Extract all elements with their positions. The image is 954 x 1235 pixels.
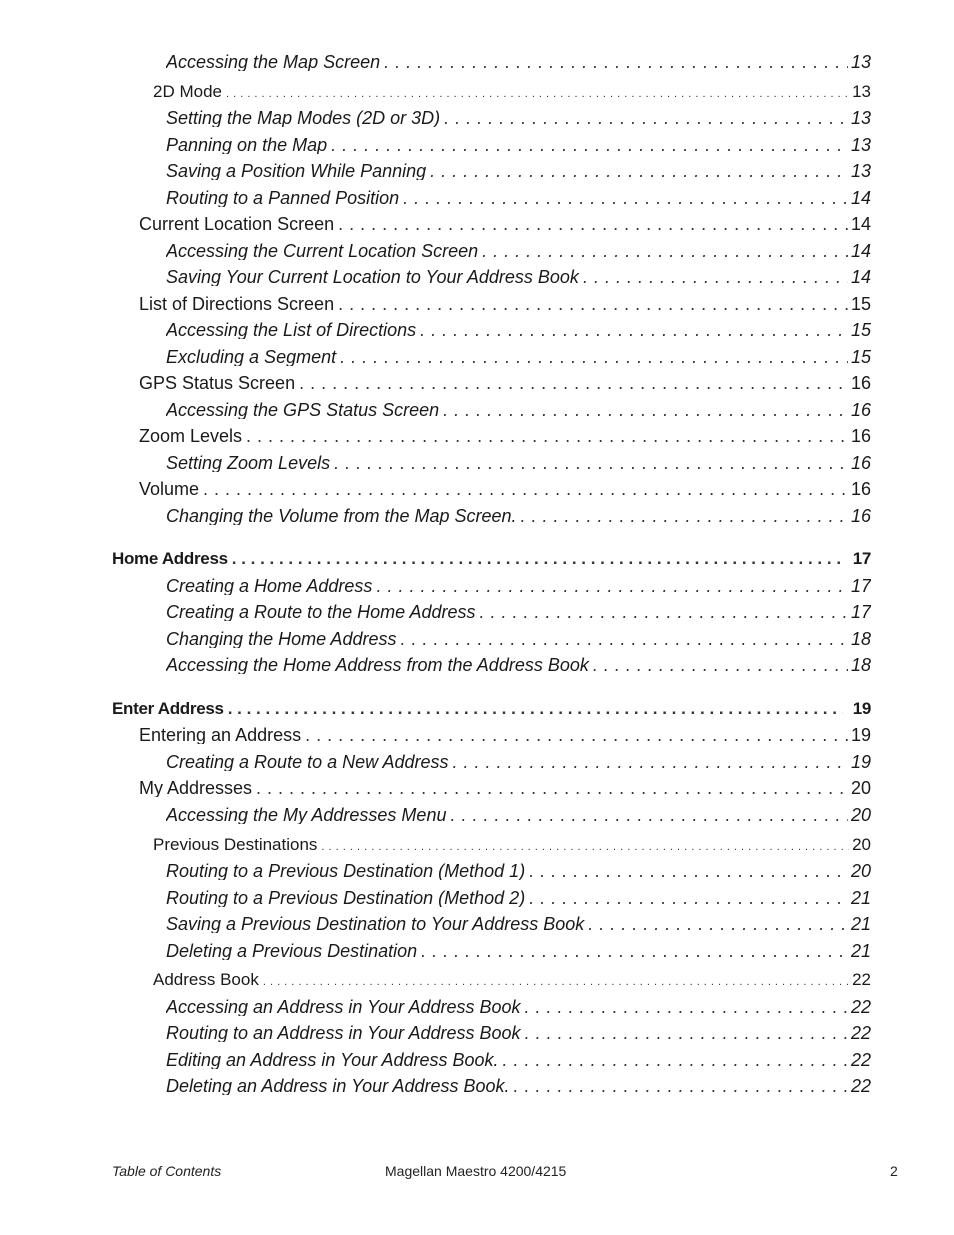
toc-entry-page: 13 — [850, 136, 871, 154]
toc-entry-page: 22 — [850, 998, 871, 1016]
dot-leader — [482, 242, 848, 260]
toc-entry-page: 20 — [852, 836, 871, 853]
toc-entry[interactable] — [166, 862, 871, 880]
toc-entry[interactable] — [166, 401, 871, 419]
toc-entry-label: Accessing the Map Screen — [166, 53, 381, 71]
dot-leader — [338, 295, 848, 313]
toc-entry[interactable] — [139, 215, 871, 233]
toc-entry-page: 16 — [850, 374, 871, 392]
toc-entry-page: 18 — [850, 656, 871, 674]
toc-entry-page: 20 — [850, 862, 871, 880]
toc-entry-page: 15 — [850, 321, 871, 339]
toc-entry-page: 19 — [852, 700, 871, 717]
toc-entry-label: Deleting a Previous Destination — [166, 942, 418, 960]
toc-entry-page: 22 — [850, 1024, 871, 1042]
toc-entry-page: 16 — [850, 480, 871, 498]
toc-entry-label: Address Book — [153, 971, 259, 988]
toc-entry-page: 16 — [850, 454, 871, 472]
toc-entry[interactable] — [139, 427, 871, 445]
toc-entry-page: 16 — [850, 507, 871, 525]
toc-entry[interactable] — [139, 295, 871, 313]
dot-leader — [321, 842, 849, 853]
dot-leader — [421, 942, 848, 960]
toc-entry-page: 21 — [850, 942, 871, 960]
toc-entry[interactable] — [166, 162, 871, 180]
toc-entry-label: Changing the Volume from the Map Screen. — [166, 507, 517, 525]
toc-entry[interactable] — [166, 1051, 871, 1069]
toc-entry[interactable] — [166, 1077, 871, 1095]
toc-entry[interactable] — [166, 806, 871, 824]
toc-entry-label: Current Location Screen — [139, 215, 335, 233]
dot-leader — [529, 889, 848, 907]
toc-entry-label: Creating a Route to a New Address — [166, 753, 449, 771]
toc-entry[interactable] — [166, 507, 871, 525]
toc-entry[interactable] — [139, 726, 871, 744]
toc-entry-page: 14 — [850, 215, 871, 233]
toc-entry[interactable] — [166, 1024, 871, 1042]
toc-entry-label: Panning on the Map — [166, 136, 328, 154]
dot-leader — [305, 726, 848, 744]
toc-entry[interactable] — [166, 630, 871, 648]
toc-entry-label: Previous Destinations — [153, 836, 318, 853]
toc-entry[interactable] — [166, 136, 871, 154]
toc-entry[interactable] — [153, 83, 871, 100]
toc-section-heading[interactable] — [112, 700, 871, 717]
dot-leader — [452, 753, 847, 771]
dot-leader — [593, 656, 848, 674]
toc-entry-page: 16 — [850, 401, 871, 419]
toc-entry-label: Routing to a Previous Destination (Method 1) — [166, 862, 526, 880]
dot-leader — [444, 109, 848, 127]
toc-entry-page: 19 — [850, 753, 871, 771]
toc-entry-page: 13 — [850, 109, 871, 127]
dot-leader — [521, 507, 848, 525]
dot-leader — [443, 401, 848, 419]
toc-entry[interactable] — [139, 374, 871, 392]
dot-leader — [525, 1024, 848, 1042]
toc-entry-label: Entering an Address — [139, 726, 302, 744]
dot-leader — [403, 189, 848, 207]
toc-entry-page: 16 — [850, 427, 871, 445]
toc-entry-page: 13 — [850, 162, 871, 180]
toc-entry-label: Excluding a Segment — [166, 348, 337, 366]
footer-product-name: Magellan Maestro 4200/4215 — [385, 1163, 567, 1179]
toc-entry-page: 14 — [850, 242, 871, 260]
toc-entry-label: 2D Mode — [153, 83, 222, 100]
toc-entry-page: 22 — [852, 971, 871, 988]
toc-entry-label: Routing to a Panned Position — [166, 189, 400, 207]
toc-entry[interactable] — [166, 348, 871, 366]
toc-entry-label: Enter Address — [112, 700, 224, 717]
footer-section-title: Table of Contents — [112, 1163, 222, 1179]
toc-entry-page: 17 — [850, 577, 871, 595]
dot-leader — [420, 321, 848, 339]
dot-leader — [226, 89, 849, 100]
dot-leader — [256, 779, 848, 797]
toc-entry[interactable] — [166, 53, 871, 71]
toc-entry-label: Zoom Levels — [139, 427, 243, 445]
toc-entry[interactable] — [166, 321, 871, 339]
toc-entry[interactable] — [166, 603, 871, 621]
toc-entry-page: 17 — [850, 603, 871, 621]
toc-entry-label: Routing to an Address in Your Address Book — [166, 1024, 521, 1042]
toc-section-heading[interactable] — [112, 550, 871, 567]
toc-entry-label: Setting the Map Modes (2D or 3D) — [166, 109, 441, 127]
toc-entry-page: 13 — [852, 83, 871, 100]
toc-entry[interactable] — [166, 109, 871, 127]
toc-entry-page: 22 — [850, 1077, 871, 1095]
dot-leader — [400, 630, 848, 648]
toc-entry-page: 20 — [850, 806, 871, 824]
toc-entry-label: Volume — [139, 480, 200, 498]
toc-entry-page: 14 — [850, 189, 871, 207]
toc-entry-page: 18 — [850, 630, 871, 648]
dot-leader — [203, 480, 848, 498]
dot-leader — [529, 862, 848, 880]
toc-entry-label: My Addresses — [139, 779, 253, 797]
toc-entry-label: Setting Zoom Levels — [166, 454, 331, 472]
toc-entry[interactable] — [166, 915, 871, 933]
toc-entry-label: GPS Status Screen — [139, 374, 296, 392]
toc-entry-label: Saving a Previous Destination to Your Address Book — [166, 915, 585, 933]
dot-leader — [588, 915, 848, 933]
dot-leader — [232, 550, 843, 567]
toc-entry-label: Accessing the List of Directions — [166, 321, 417, 339]
dot-leader — [334, 454, 848, 472]
toc-entry[interactable] — [166, 268, 871, 286]
dot-leader — [430, 162, 848, 180]
toc-entry-label: List of Directions Screen — [139, 295, 335, 313]
dot-leader — [246, 427, 848, 445]
toc-entry-label: Accessing the Home Address from the Address Book — [166, 656, 589, 674]
dot-leader — [514, 1077, 848, 1095]
dot-leader — [450, 806, 848, 824]
toc-entry-page: 20 — [850, 779, 871, 797]
dot-leader — [331, 136, 848, 154]
toc-entry-label: Saving a Position While Panning — [166, 162, 427, 180]
toc-entry-label: Accessing the My Addresses Menu — [166, 806, 447, 824]
toc-entry-label: Changing the Home Address — [166, 630, 397, 648]
toc-entry-label: Routing to a Previous Destination (Method 2) — [166, 889, 526, 907]
toc-entry[interactable] — [139, 779, 871, 797]
toc-entry-page: 22 — [850, 1051, 871, 1069]
toc-entry[interactable] — [153, 971, 871, 988]
dot-leader — [583, 268, 848, 286]
dot-leader — [376, 577, 848, 595]
toc-entry-label: Accessing the GPS Status Screen — [166, 401, 440, 419]
toc-entry-label: Home Address — [112, 550, 228, 567]
dot-leader — [263, 977, 849, 988]
toc-entry[interactable] — [166, 998, 871, 1016]
toc-entry-page: 14 — [850, 268, 871, 286]
toc-entry-label: Saving Your Current Location to Your Address Book — [166, 268, 579, 286]
toc-entry-label: Editing an Address in Your Address Book. — [166, 1051, 499, 1069]
dot-leader — [338, 215, 848, 233]
toc-entry-label: Accessing an Address in Your Address Book — [166, 998, 521, 1016]
toc-entry[interactable] — [166, 889, 871, 907]
toc-entry[interactable] — [166, 656, 871, 674]
toc-entry[interactable] — [139, 480, 871, 498]
toc-entry-label: Deleting an Address in Your Address Book. — [166, 1077, 510, 1095]
toc-entry-page: 15 — [850, 295, 871, 313]
toc-entry-label: Creating a Home Address — [166, 577, 373, 595]
toc-entry[interactable] — [166, 242, 871, 260]
dot-leader — [525, 998, 848, 1016]
toc-entry[interactable] — [166, 577, 871, 595]
dot-leader — [340, 348, 848, 366]
toc-entry-page: 19 — [850, 726, 871, 744]
toc-entry-page: 13 — [850, 53, 871, 71]
toc-entry-page: 21 — [850, 889, 871, 907]
toc-entry-page: 21 — [850, 915, 871, 933]
footer-page-number: 2 — [890, 1163, 898, 1179]
toc-entry-label: Accessing the Current Location Screen — [166, 242, 479, 260]
toc-entry[interactable] — [166, 942, 871, 960]
toc-entry[interactable] — [166, 454, 871, 472]
dot-leader — [299, 374, 848, 392]
toc-entry[interactable] — [166, 753, 871, 771]
dot-leader — [480, 603, 848, 621]
toc-entry-label: Creating a Route to the Home Address — [166, 603, 476, 621]
toc-entry-page: 15 — [850, 348, 871, 366]
toc-entry-page: 17 — [852, 550, 871, 567]
toc-entry[interactable] — [153, 836, 871, 853]
dot-leader — [503, 1051, 848, 1069]
dot-leader — [228, 700, 843, 717]
dot-leader — [384, 53, 848, 71]
toc-entry[interactable] — [166, 189, 871, 207]
